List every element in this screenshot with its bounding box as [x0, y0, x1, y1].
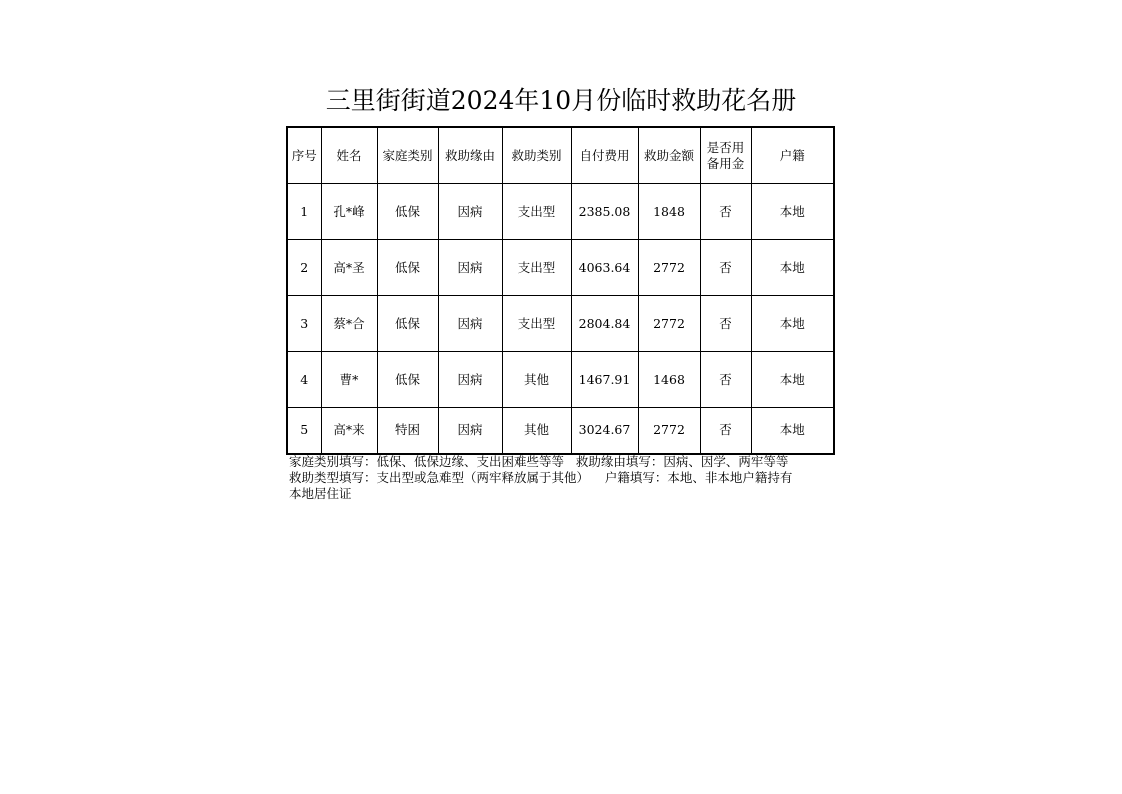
table-row [287, 296, 834, 352]
col-header-name: 姓名 [321, 127, 377, 184]
cell-family-type: 低保 [377, 240, 438, 296]
cell-aid-type: 支出型 [502, 240, 571, 296]
cell-reason: 因病 [438, 184, 502, 240]
cell-household: 本地 [751, 352, 834, 408]
note-line: 本地居住证 [289, 486, 352, 501]
page-title: 三里街街道2024年10月份临时救助花名册 [325, 86, 797, 115]
cell-reason: 因病 [438, 296, 502, 352]
col-header-household: 户籍 [751, 127, 834, 184]
cell-index: 5 [287, 408, 321, 454]
cell-household: 本地 [751, 240, 834, 296]
filling-notes [289, 454, 834, 502]
cell-aid-amount: 1468 [638, 352, 700, 408]
table-row [287, 240, 834, 296]
relief-roster-table [286, 126, 835, 455]
col-header-family-type: 家庭类别 [377, 127, 438, 184]
cell-household: 本地 [751, 184, 834, 240]
cell-index: 4 [287, 352, 321, 408]
cell-aid-type: 其他 [502, 408, 571, 454]
col-header-reserve-fund: 是否用 备用金 [700, 127, 751, 184]
col-header-aid-amount: 救助金额 [638, 127, 700, 184]
cell-family-type: 特困 [377, 408, 438, 454]
cell-household: 本地 [751, 408, 834, 454]
cell-aid-type: 支出型 [502, 296, 571, 352]
cell-index: 2 [287, 240, 321, 296]
table-row [287, 184, 834, 240]
col-header-self-paid: 自付费用 [571, 127, 638, 184]
note-line: 救助类型填写：支出型或急难型（两牢释放属于其他） 户籍填写：本地、非本地户籍持有 [289, 470, 793, 485]
cell-reserve-fund: 否 [700, 408, 751, 454]
cell-index: 3 [287, 296, 321, 352]
cell-reason: 因病 [438, 240, 502, 296]
cell-reserve-fund: 否 [700, 352, 751, 408]
cell-reason: 因病 [438, 408, 502, 454]
cell-aid-amount: 2772 [638, 240, 700, 296]
col-header-reason: 救助缘由 [438, 127, 502, 184]
table-row [287, 352, 834, 408]
cell-name: 曹* [321, 352, 377, 408]
cell-reserve-fund: 否 [700, 184, 751, 240]
cell-name: 高*圣 [321, 240, 377, 296]
cell-self-paid: 4063.64 [571, 240, 638, 296]
cell-reserve-fund: 否 [700, 296, 751, 352]
cell-household: 本地 [751, 296, 834, 352]
cell-aid-amount: 1848 [638, 184, 700, 240]
cell-reason: 因病 [438, 352, 502, 408]
cell-family-type: 低保 [377, 184, 438, 240]
cell-index: 1 [287, 184, 321, 240]
note-line: 家庭类别填写：低保、低保边缘、支出困难些等等 救助缘由填写：因病、因学、两牢等等 [289, 454, 789, 469]
cell-aid-type: 支出型 [502, 184, 571, 240]
cell-aid-type: 其他 [502, 352, 571, 408]
cell-family-type: 低保 [377, 352, 438, 408]
table-header-row [287, 127, 834, 184]
cell-self-paid: 2385.08 [571, 184, 638, 240]
cell-aid-amount: 2772 [638, 296, 700, 352]
cell-self-paid: 2804.84 [571, 296, 638, 352]
cell-name: 蔡*合 [321, 296, 377, 352]
cell-name: 孔*峰 [321, 184, 377, 240]
cell-family-type: 低保 [377, 296, 438, 352]
col-header-index: 序号 [287, 127, 321, 184]
cell-self-paid: 1467.91 [571, 352, 638, 408]
col-header-aid-type: 救助类别 [502, 127, 571, 184]
cell-aid-amount: 2772 [638, 408, 700, 454]
table-row [287, 408, 834, 454]
cell-self-paid: 3024.67 [571, 408, 638, 454]
cell-name: 高*来 [321, 408, 377, 454]
cell-reserve-fund: 否 [700, 240, 751, 296]
